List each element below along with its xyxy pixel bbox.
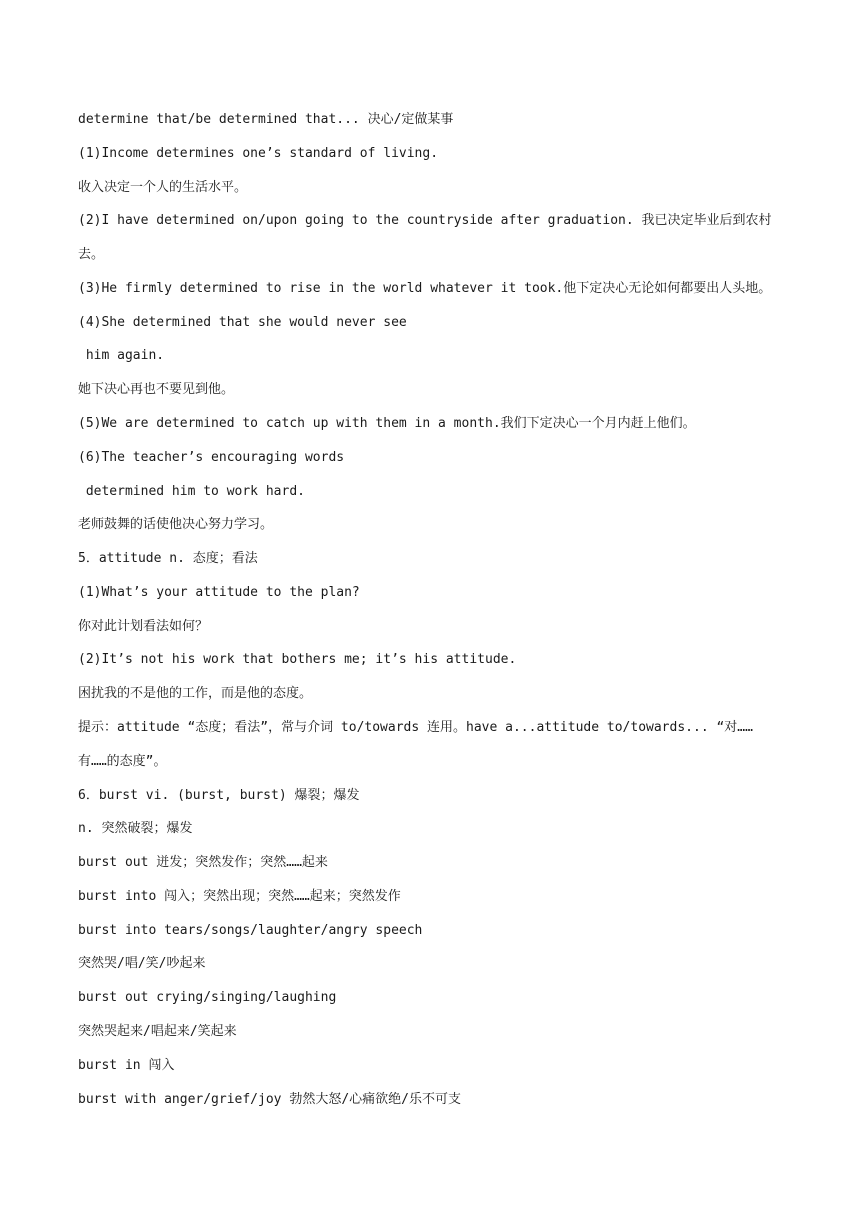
text-line: (5)We are determined to catch up with them in a month.我们下定决心一个月内赶上他们。 bbox=[78, 416, 696, 431]
section-heading: 5．attitude n. 态度；看法 bbox=[78, 551, 258, 566]
text-line: (1)Income determines one’s standard of living. bbox=[78, 146, 439, 161]
text-line: 你对此计划看法如何？ bbox=[78, 619, 209, 634]
text-line: burst out crying/singing/laughing bbox=[78, 990, 337, 1005]
text-line: 她下决心再也不要见到他。 bbox=[78, 382, 235, 397]
text-line: (4)She determined that she would never see bbox=[78, 315, 407, 330]
text-line: 有……的态度”。 bbox=[78, 754, 167, 769]
text-line: determine that/be determined that... 决心/定做某事 bbox=[78, 112, 454, 127]
text-line: 突然哭起来/唱起来/笑起来 bbox=[78, 1024, 237, 1039]
text-line: determined him to work hard. bbox=[78, 484, 305, 499]
text-line: 收入决定一个人的生活水平。 bbox=[78, 180, 248, 195]
text-line: (3)He firmly determined to rise in the world whatever it took.他下定决心无论如何都要出人头地。 bbox=[78, 281, 772, 296]
text-line: (6)The teacher’s encouraging words bbox=[78, 450, 345, 465]
text-line: (2)I have determined on/upon going to the countryside after graduation. 我已决定毕业后到农村 bbox=[78, 213, 772, 228]
text-line: 去。 bbox=[78, 247, 105, 262]
text-line: 困扰我的不是他的工作，而是他的态度。 bbox=[78, 686, 313, 701]
text-line: burst out 迸发；突然发作；突然……起来 bbox=[78, 855, 328, 870]
text-line: burst into tears/songs/laughter/angry speech bbox=[78, 923, 423, 938]
text-line: 突然哭/唱/笑/吵起来 bbox=[78, 956, 206, 971]
text-line: burst in 闯入 bbox=[78, 1058, 175, 1073]
text-line: burst into 闯入；突然出现；突然……起来；突然发作 bbox=[78, 889, 401, 904]
text-line: (1)What’s your attitude to the plan? bbox=[78, 585, 360, 600]
text-line: 老师鼓舞的话使他决心努力学习。 bbox=[78, 517, 274, 532]
text-line: 提示：attitude “态度；看法”，常与介词 to/towards 连用。have a...attitude to/towards... “对…… bbox=[78, 720, 753, 735]
text-line: (2)It’s not his work that bothers me; it’s his attitude. bbox=[78, 652, 517, 667]
text-line: n. 突然破裂；爆发 bbox=[78, 821, 193, 836]
text-line: burst with anger/grief/joy 勃然大怒/心痛欲绝/乐不可支 bbox=[78, 1092, 461, 1107]
section-heading: 6．burst vi. (burst, burst) 爆裂；爆发 bbox=[78, 788, 360, 803]
text-line: him again. bbox=[78, 348, 165, 363]
